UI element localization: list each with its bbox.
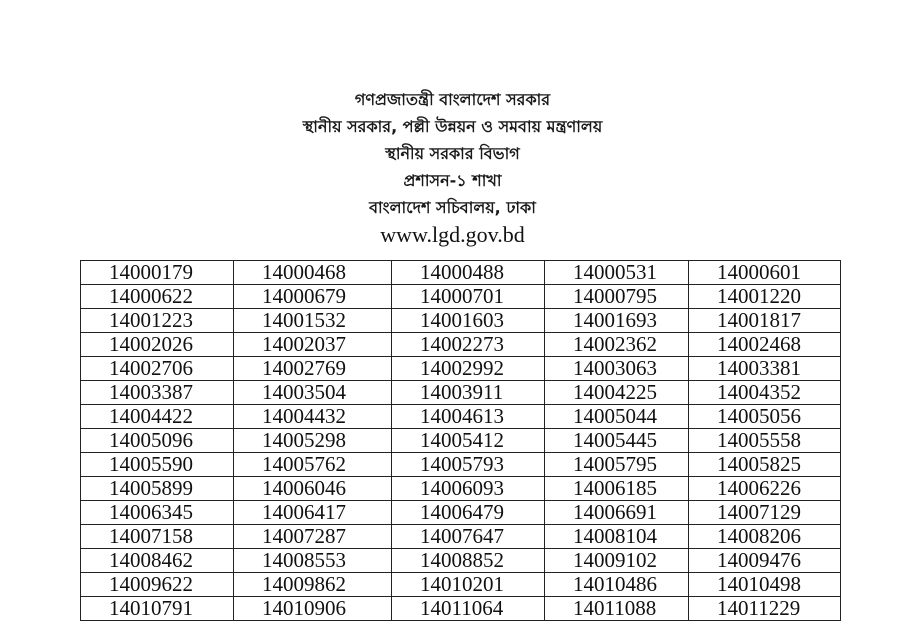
roll-number-cell: 14009476 bbox=[689, 549, 841, 573]
roll-number-cell: 14006185 bbox=[545, 477, 689, 501]
roll-number-cell: 14006226 bbox=[689, 477, 841, 501]
roll-number-cell: 14002706 bbox=[81, 357, 234, 381]
table-row bbox=[81, 525, 841, 549]
roll-number-cell: 14004432 bbox=[234, 405, 392, 429]
roll-number-cell: 14003063 bbox=[545, 357, 689, 381]
table-row bbox=[81, 261, 841, 285]
roll-number-cell: 14005445 bbox=[545, 429, 689, 453]
table-row bbox=[81, 453, 841, 477]
roll-number-cell: 14000679 bbox=[234, 285, 392, 309]
roll-number-cell: 14000468 bbox=[234, 261, 392, 285]
roll-number-cell: 14006479 bbox=[392, 501, 545, 525]
roll-number-cell: 14005044 bbox=[545, 405, 689, 429]
roll-number-cell: 14007287 bbox=[234, 525, 392, 549]
table-row bbox=[81, 477, 841, 501]
table-row bbox=[81, 381, 841, 405]
roll-number-cell: 14009102 bbox=[545, 549, 689, 573]
division-name: স্থানীয় সরকার বিভাগ bbox=[385, 144, 520, 163]
table-row bbox=[81, 333, 841, 357]
table-row bbox=[81, 597, 841, 621]
roll-number-cell: 14001603 bbox=[392, 309, 545, 333]
roll-number-cell: 14009622 bbox=[81, 573, 234, 597]
roll-number-cell: 14008206 bbox=[689, 525, 841, 549]
roll-number-cell: 14011229 bbox=[689, 597, 841, 621]
table-row bbox=[81, 309, 841, 333]
roll-number-cell: 14007158 bbox=[81, 525, 234, 549]
roll-number-cell: 14000622 bbox=[81, 285, 234, 309]
roll-number-cell: 14005412 bbox=[392, 429, 545, 453]
roll-number-cell: 14002769 bbox=[234, 357, 392, 381]
roll-number-cell: 14002273 bbox=[392, 333, 545, 357]
roll-number-cell: 14005298 bbox=[234, 429, 392, 453]
roll-number-cell: 14005825 bbox=[689, 453, 841, 477]
branch-name: প্রশাসন-১ শাখা bbox=[403, 171, 502, 190]
roll-number-cell: 14000601 bbox=[689, 261, 841, 285]
roll-number-cell: 14008104 bbox=[545, 525, 689, 549]
table-row bbox=[81, 549, 841, 573]
roll-number-cell: 14006691 bbox=[545, 501, 689, 525]
roll-number-cell: 14001532 bbox=[234, 309, 392, 333]
roll-number-cell: 14005899 bbox=[81, 477, 234, 501]
roll-number-cell: 14008553 bbox=[234, 549, 392, 573]
website-link[interactable]: www.lgd.gov.bd bbox=[380, 222, 525, 247]
roll-number-cell: 14002037 bbox=[234, 333, 392, 357]
office-address: বাংলাদেশ সচিবালয়, ঢাকা bbox=[369, 198, 536, 217]
roll-number-cell: 14005795 bbox=[545, 453, 689, 477]
roll-number-cell: 14006093 bbox=[392, 477, 545, 501]
roll-number-cell: 14005558 bbox=[689, 429, 841, 453]
roll-number-cell: 14002468 bbox=[689, 333, 841, 357]
roll-number-cell: 14002026 bbox=[81, 333, 234, 357]
roll-number-cell: 14002992 bbox=[392, 357, 545, 381]
roll-number-cell: 14010201 bbox=[392, 573, 545, 597]
ministry-name: স্থানীয় সরকার, পল্লী উন্নয়ন ও সমবায় মন্ত্রণালয় bbox=[302, 117, 603, 136]
roll-number-cell: 14006345 bbox=[81, 501, 234, 525]
table-row bbox=[81, 285, 841, 309]
table-row bbox=[81, 357, 841, 381]
roll-number-cell: 14010498 bbox=[689, 573, 841, 597]
roll-number-cell: 14004613 bbox=[392, 405, 545, 429]
roll-number-cell: 14003504 bbox=[234, 381, 392, 405]
roll-number-cell: 14000179 bbox=[81, 261, 234, 285]
roll-number-table-body bbox=[81, 261, 841, 621]
roll-number-cell: 14011088 bbox=[545, 597, 689, 621]
roll-number-cell: 14007129 bbox=[689, 501, 841, 525]
roll-number-cell: 14000795 bbox=[545, 285, 689, 309]
roll-number-cell: 14003381 bbox=[689, 357, 841, 381]
roll-number-cell: 14004225 bbox=[545, 381, 689, 405]
roll-number-cell: 14006417 bbox=[234, 501, 392, 525]
table-row bbox=[81, 429, 841, 453]
roll-number-cell: 14001223 bbox=[81, 309, 234, 333]
roll-number-cell: 14005590 bbox=[81, 453, 234, 477]
government-title: গণপ্রজাতন্ত্রী বাংলাদেশ সরকার bbox=[354, 90, 551, 109]
roll-number-cell: 14007647 bbox=[392, 525, 545, 549]
roll-number-cell: 14001817 bbox=[689, 309, 841, 333]
roll-number-cell: 14010791 bbox=[81, 597, 234, 621]
roll-number-cell: 14005056 bbox=[689, 405, 841, 429]
roll-number-table bbox=[80, 260, 841, 621]
roll-number-cell: 14000701 bbox=[392, 285, 545, 309]
roll-number-cell: 14000488 bbox=[392, 261, 545, 285]
roll-number-cell: 14000531 bbox=[545, 261, 689, 285]
roll-number-cell: 14008462 bbox=[81, 549, 234, 573]
table-row bbox=[81, 405, 841, 429]
roll-number-cell: 14009862 bbox=[234, 573, 392, 597]
roll-number-cell: 14005096 bbox=[81, 429, 234, 453]
roll-number-cell: 14005793 bbox=[392, 453, 545, 477]
roll-number-cell: 14002362 bbox=[545, 333, 689, 357]
roll-number-cell: 14003911 bbox=[392, 381, 545, 405]
table-row bbox=[81, 573, 841, 597]
roll-number-cell: 14006046 bbox=[234, 477, 392, 501]
roll-number-cell: 14010906 bbox=[234, 597, 392, 621]
roll-number-cell: 14001220 bbox=[689, 285, 841, 309]
roll-number-cell: 14003387 bbox=[81, 381, 234, 405]
roll-number-cell: 14005762 bbox=[234, 453, 392, 477]
document-header bbox=[0, 86, 905, 249]
table-row bbox=[81, 501, 841, 525]
roll-number-cell: 14011064 bbox=[392, 597, 545, 621]
roll-number-cell: 14010486 bbox=[545, 573, 689, 597]
roll-number-cell: 14004422 bbox=[81, 405, 234, 429]
roll-number-cell: 14004352 bbox=[689, 381, 841, 405]
roll-number-cell: 14008852 bbox=[392, 549, 545, 573]
roll-number-cell: 14001693 bbox=[545, 309, 689, 333]
